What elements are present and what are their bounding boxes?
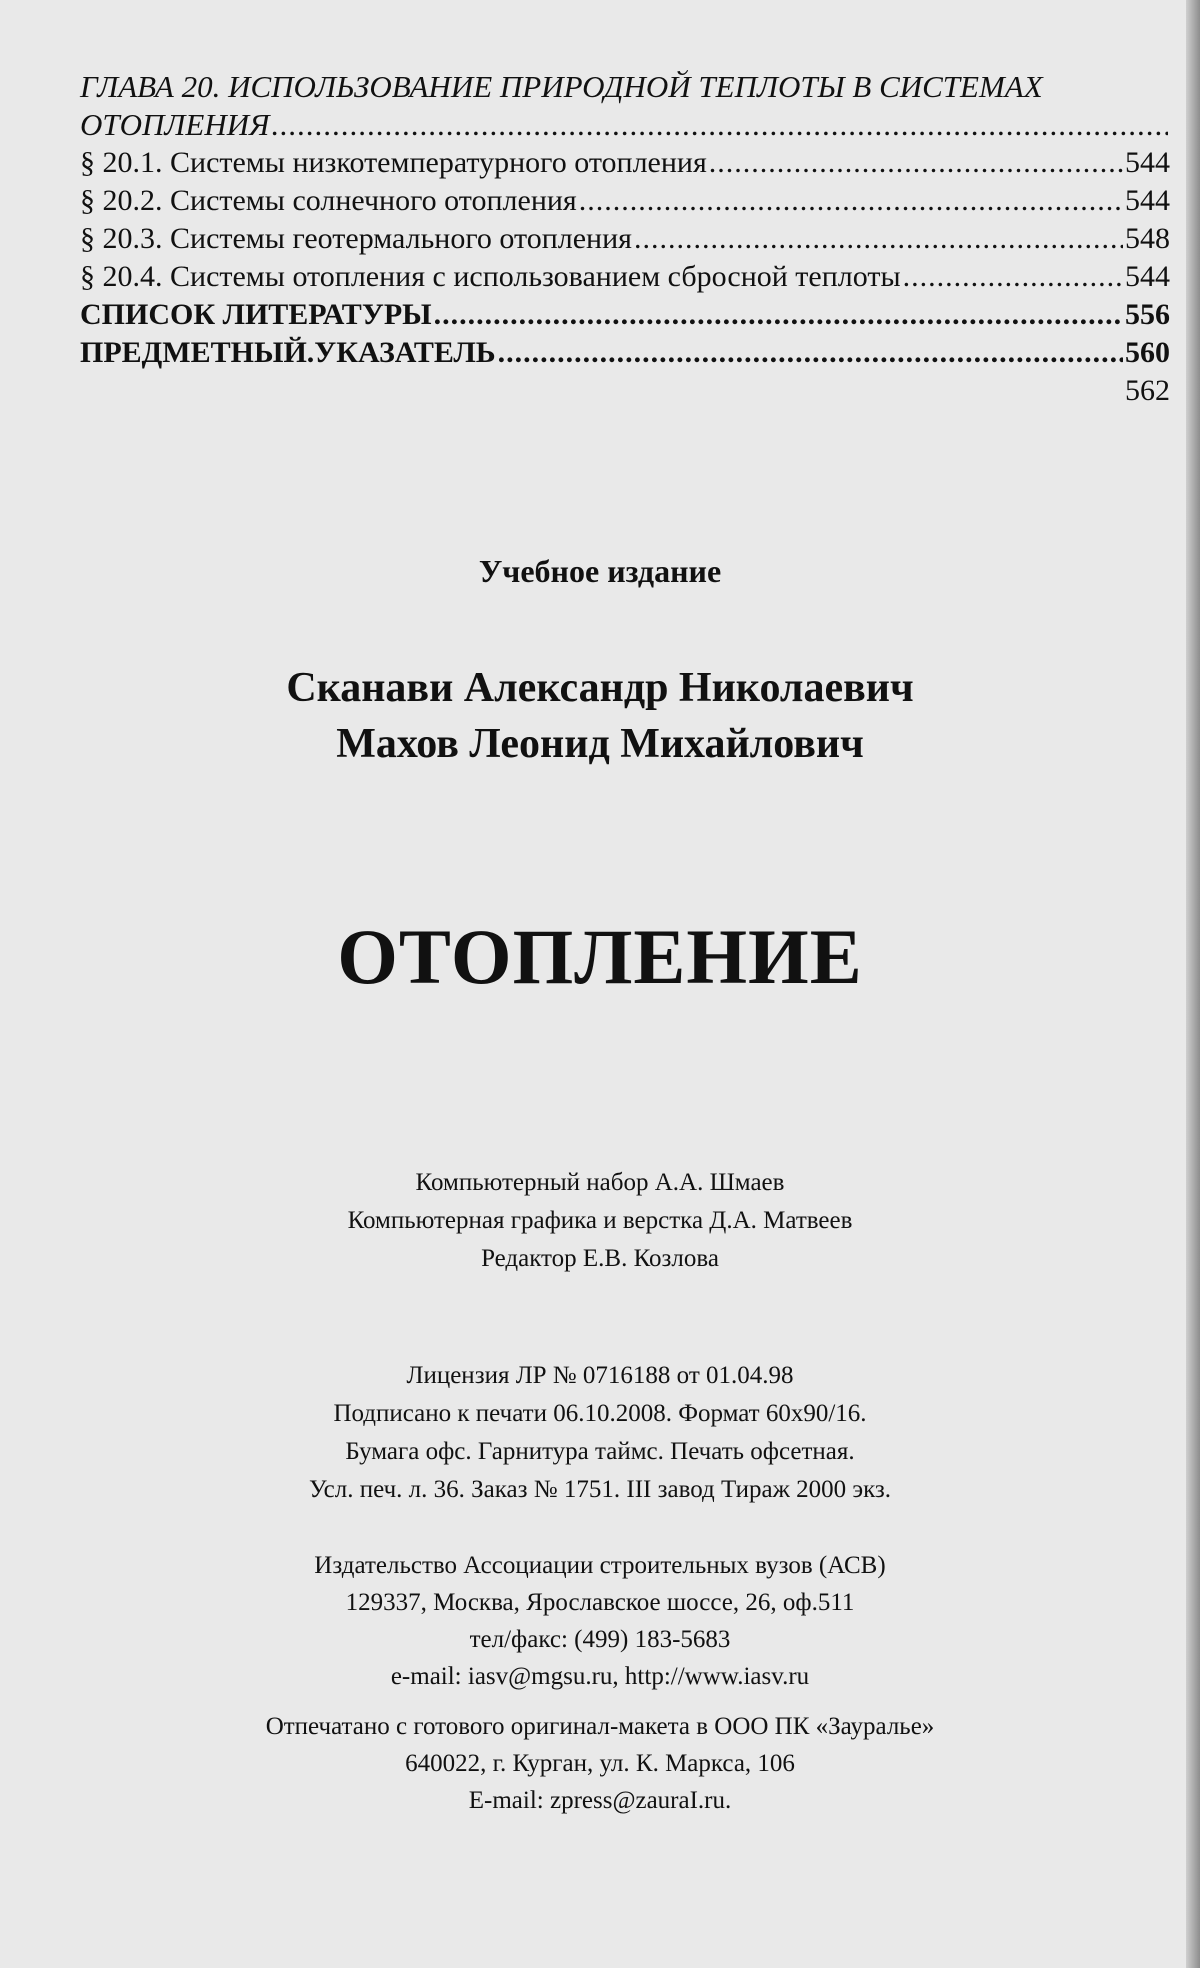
credit-line: Компьютерный набор А.А. Шмаев (415, 1169, 785, 1196)
book-title: ОТОПЛЕНИЕ (337, 913, 863, 1000)
toc-entry (80, 258, 1170, 296)
leader-dots (709, 144, 1123, 182)
leader-dots (434, 296, 1123, 334)
table-of-contents (80, 68, 1170, 410)
leader-dots (271, 106, 1168, 144)
publisher-line: 129337, Москва, Ярославское шоссе, 26, оф.511 (345, 1589, 855, 1616)
publisher-line: тел/факс: (499) 183-5683 (469, 1626, 731, 1653)
leader-dots (903, 258, 1123, 296)
toc-entry-page: 560 (1125, 336, 1170, 369)
publisher-line: e-mail: iasv@mgsu.ru, http://www.iasv.ru (390, 1663, 810, 1690)
toc-entry-page: 544 (1125, 146, 1170, 179)
leader-dots (634, 220, 1123, 258)
chapter-heading-cont: ОТОПЛЕНИЯ (80, 107, 270, 142)
toc-entry-page: 548 (1125, 222, 1170, 255)
chapter-heading: ГЛАВА 20. ИСПОЛЬЗОВАНИЕ ПРИРОДНОЙ ТЕПЛОТЫ В СИСТЕМАХ (80, 69, 1043, 104)
toc-entry (80, 144, 1170, 182)
toc-entry-page: 556 (1125, 298, 1170, 331)
print-details-block (0, 1357, 1200, 1509)
toc-entry-title: § 20.3. Системы геотермального отопления (80, 222, 632, 255)
authors-block (0, 660, 1200, 772)
credit-line: Редактор Е.В. Козлова (481, 1245, 719, 1272)
printer-line: E-mail: zpress@zauraI.ru. (468, 1787, 732, 1814)
toc-entry-title: § 20.4. Системы отопления с использованием сбросной теплоты (80, 260, 901, 293)
print-detail-line: Лицензия ЛР № 0716188 от 01.04.98 (406, 1362, 794, 1389)
credits-block (0, 1164, 1200, 1278)
toc-entry-page: 544 (1125, 184, 1170, 217)
toc-entry (80, 220, 1170, 258)
print-detail-line: Усл. печ. л. 36. Заказ № 1751. III завод Тираж 2000 экз. (308, 1476, 892, 1503)
toc-last-page-row (80, 372, 1170, 410)
toc-entry-title: СПИСОК ЛИТЕРАТУРЫ (80, 298, 432, 331)
toc-entry-title: § 20.2. Системы солнечного отопления (80, 184, 577, 217)
printer-line: 640022, г. Курган, ул. К. Маркса, 106 (405, 1750, 795, 1777)
chapter-heading-line2 (80, 106, 1170, 144)
toc-entry-title: ПРЕДМЕТНЫЙ.УКАЗАТЕЛЬ (80, 336, 496, 369)
toc-entry-references (80, 296, 1170, 334)
print-detail-line: Подписано к печати 06.10.2008. Формат 60х90/16. (333, 1400, 867, 1427)
publisher-block (0, 1547, 1200, 1695)
publisher-line: Издательство Ассоциации строительных вузов (АСВ) (314, 1552, 886, 1579)
print-detail-line: Бумага офс. Гарнитура таймс. Печать офсетная. (345, 1438, 855, 1465)
toc-entry-page: 544 (1125, 260, 1170, 293)
toc-entry-index (80, 334, 1170, 372)
author-name: Сканави Александр Николаевич (286, 665, 914, 711)
toc-entry (80, 182, 1170, 220)
credit-line: Компьютерная графика и верстка Д.А. Матвеев (347, 1207, 853, 1234)
printer-line: Отпечатано с готового оригинал-макета в ООО ПК «Зауралье» (265, 1713, 935, 1740)
leader-dots (579, 182, 1123, 220)
author-name: Махов Леонид Михайлович (336, 721, 864, 767)
edition-type: Учебное издание (478, 553, 722, 589)
printer-block (0, 1708, 1200, 1819)
toc-last-page: 562 (1125, 374, 1170, 407)
leader-dots (498, 334, 1123, 372)
toc-entry-title: § 20.1. Системы низкотемпературного отопления (80, 146, 707, 179)
